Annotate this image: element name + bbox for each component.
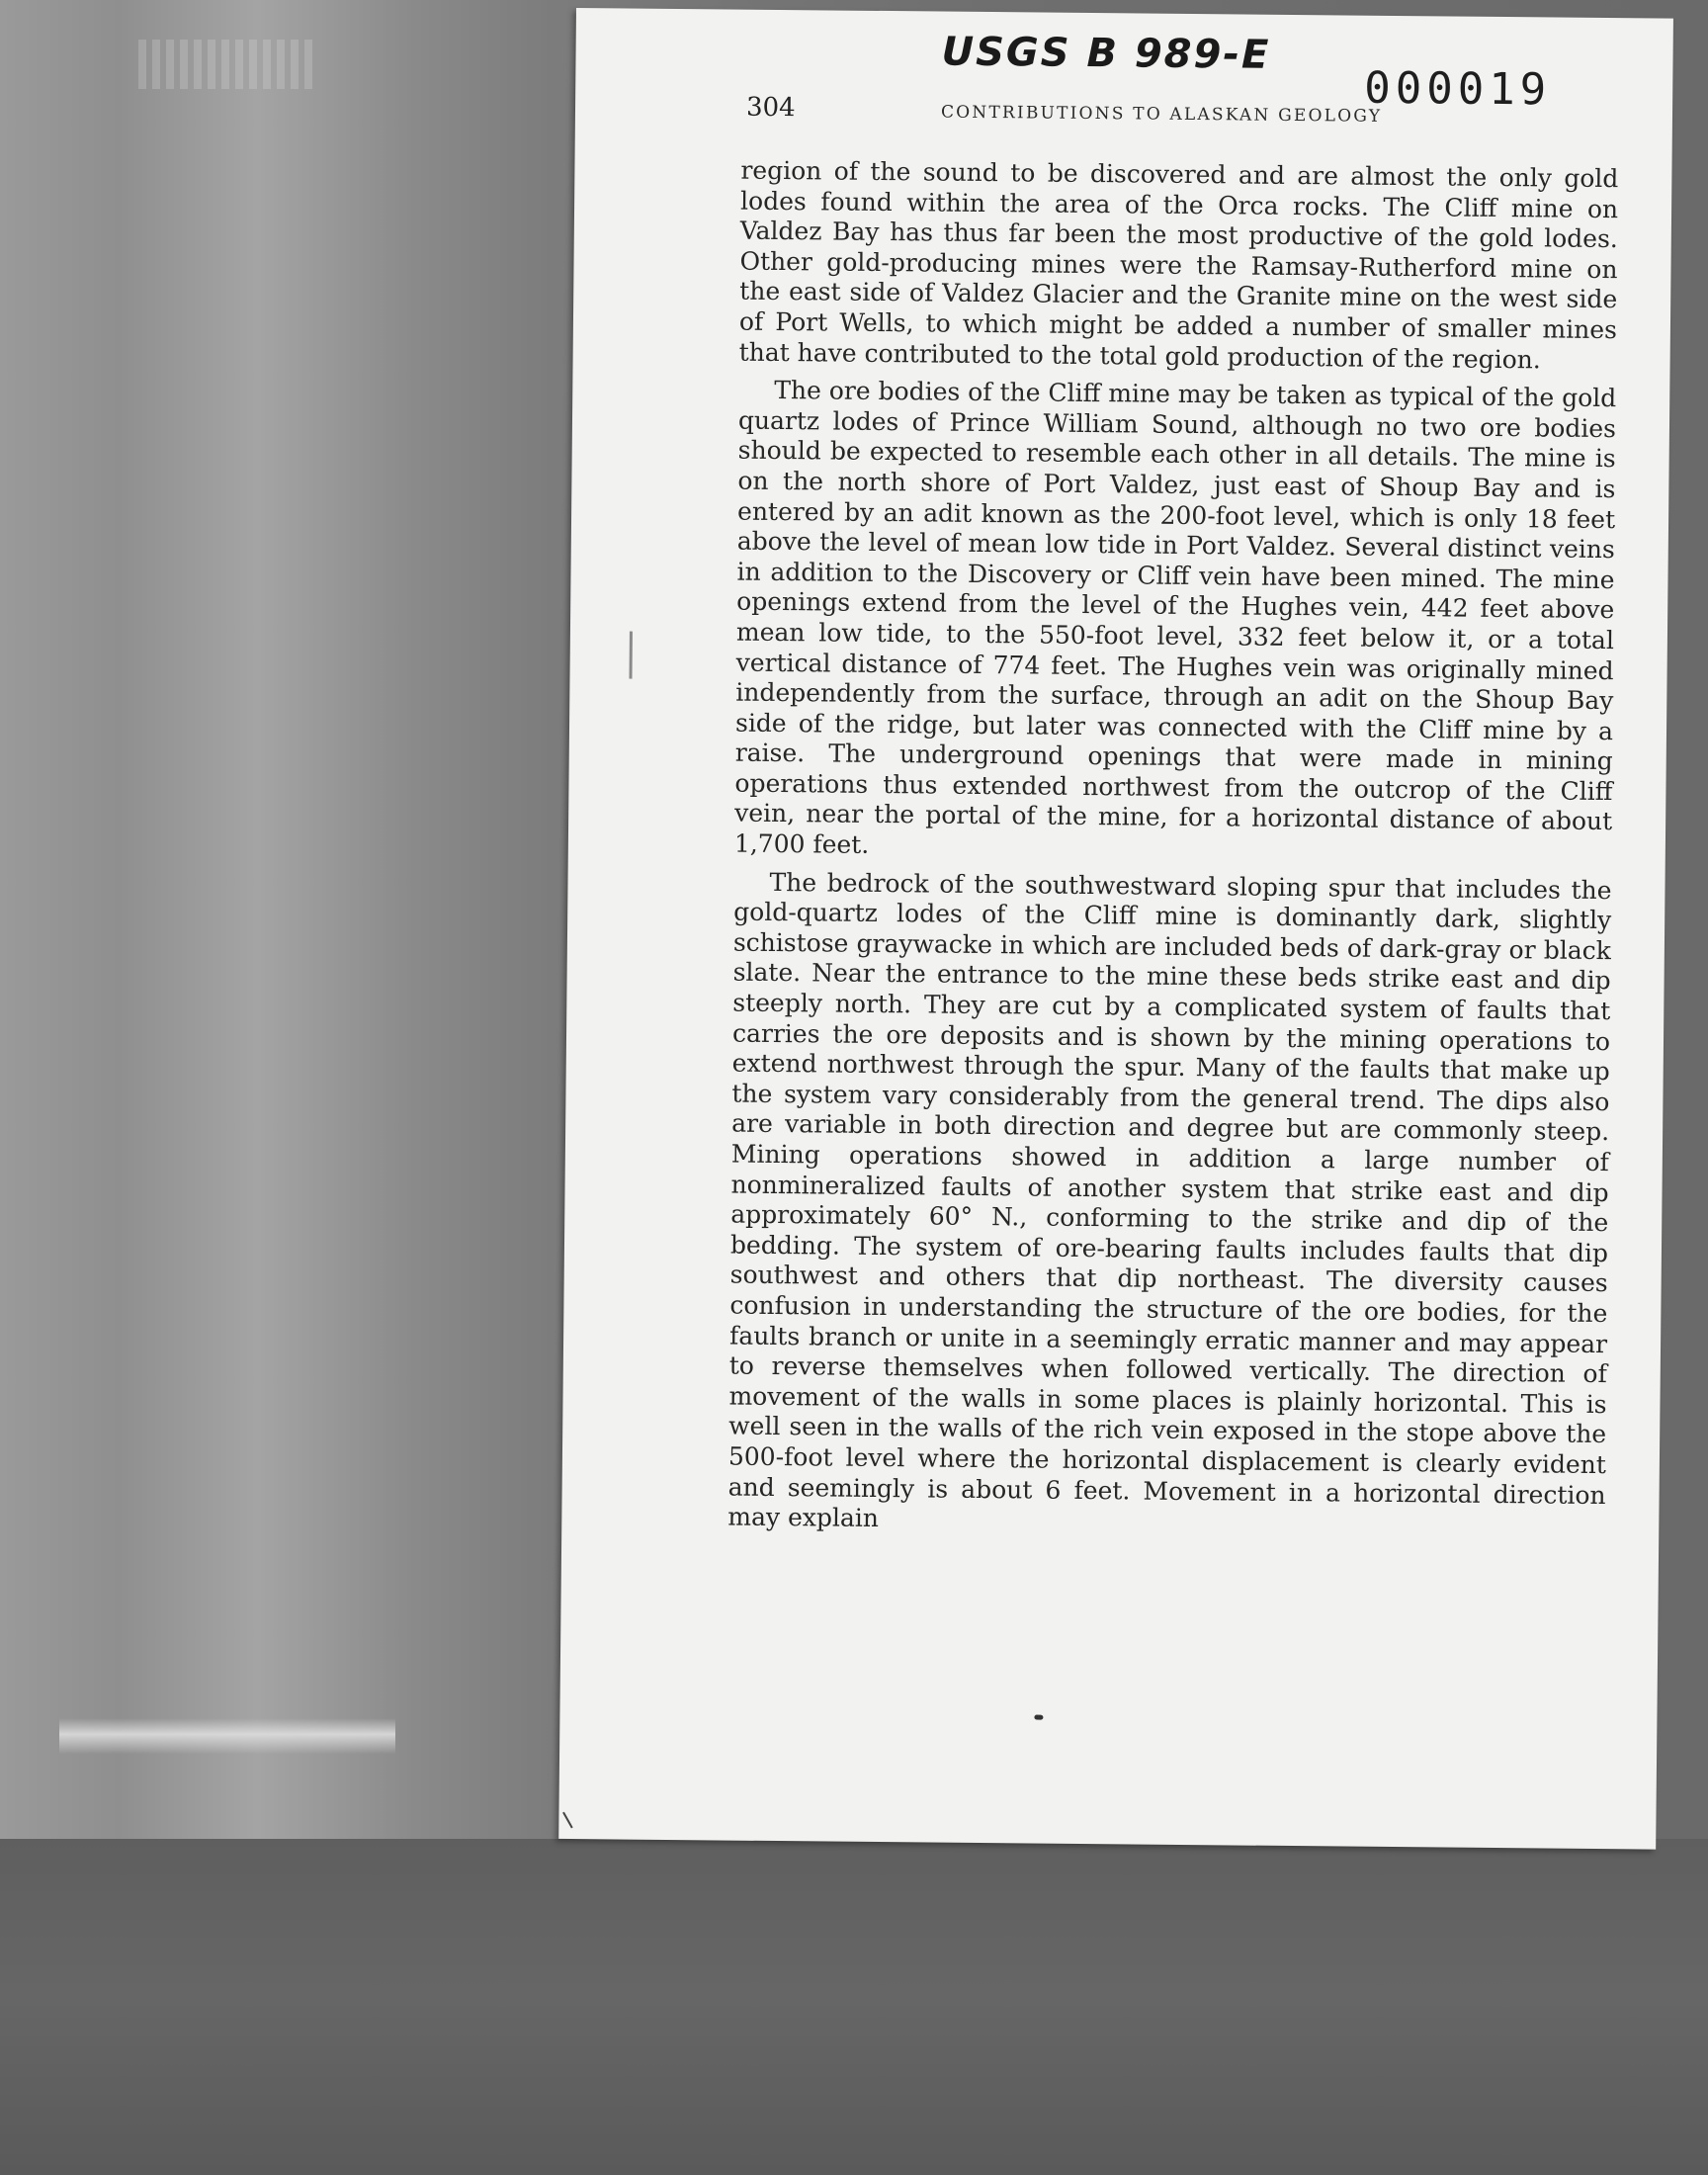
scanner-ghost-artifact (138, 40, 316, 89)
margin-mark (629, 632, 632, 679)
page-number: 304 (745, 92, 796, 124)
running-head: CONTRIBUTIONS TO ALASKAN GEOLOGY (940, 102, 1383, 127)
scanner-bottom-shadow (0, 1839, 1708, 2175)
paragraph-bedrock-faults: The bedrock of the southwestward sloping spur that includes the gold-quartz lodes of the Cliff mine is dominantly dark, slightly schistose graywacke in which are included beds of dark-gray or black slate. Near the entrance to the mine these beds strike east and dip steeply north. They are cut by a complicated system of faults that carries the ore deposits and is shown by the mining operations to extend northwest through the spur. Many of the faults that make up the system vary considerably from the general trend. The dips also are variable in both direction and degree but are commonly steep. Mining operations showed in addition a large number of nonmineralized faults of another system that strike east and dip approximately 60° N., conforming to the strike and dip of the bedding. The system of ore-bearing faults includes faults that dip southwest and others that dip northeast. The diversity causes confusion in understanding the structure of the ore bodies, for the faults branch or unite in a seemingly erratic manner and may appear to reverse themselves when followed vertically. The direction of movement of the walls in some places is plainly horizontal. This is well seen in the walls of the rich vein exposed in the stope above the 500-foot level where the horizontal displacement is clearly evident and seemingly is about 6 feet. Movement in a horizontal direction may explain (727, 867, 1612, 1533)
corner-pencil-mark (562, 1812, 573, 1829)
paragraph-cliff-mine-ore-bodies: The ore bodies of the Cliff mine may be taken as typical of the gold quartz lodes of Prince William Sound, although no two ore bodies should be expected to resemble each other in all details. The mine is on the north shore of Port Valdez, just east of Shoup Bay and is entered by an adit known as the 200-foot level, which is only 18 feet above the level of mean low tide in Port Valdez. Several distinct veins in addition to the Discovery or Cliff vein have been mined. The mine openings extend from the level of the Hughes vein, 442 feet above mean low tide, to the 550-foot level, 332 feet below it, or a total vertical distance of 774 feet. The Hughes vein was originally mined independently from the surface, through an adit on the Shoup Bay side of the ridge, but later was connected with the Cliff mine by a raise. The underground openings that were made in mining operations thus extended northwest from the outcrop of the Cliff vein, near the portal of the mine, for a horizontal distance of about 1,700 feet. (733, 376, 1617, 859)
body-text (727, 156, 1618, 1549)
stamped-sequence-number: 000019 (1364, 62, 1552, 116)
scanner-light-streak (59, 1718, 395, 1754)
paragraph-continued: region of the sound to be discovered and are almost the only gold lodes found within the area of the Orca rocks. The Cliff mine on Valdez Bay has thus far been the most productive of the gold lodes. Other gold-producing mines were the Ramsay-Rutherford mine on the east side of Valdez Glacier and the Granite mine on the west side of Port Wells, to which might be added a number of smaller mines that have contributed to the total gold production of the region. (738, 155, 1619, 374)
handwritten-document-id: USGS B 989-E (941, 29, 1271, 78)
ink-dot-mark (1034, 1715, 1043, 1720)
document-page (558, 8, 1673, 1850)
